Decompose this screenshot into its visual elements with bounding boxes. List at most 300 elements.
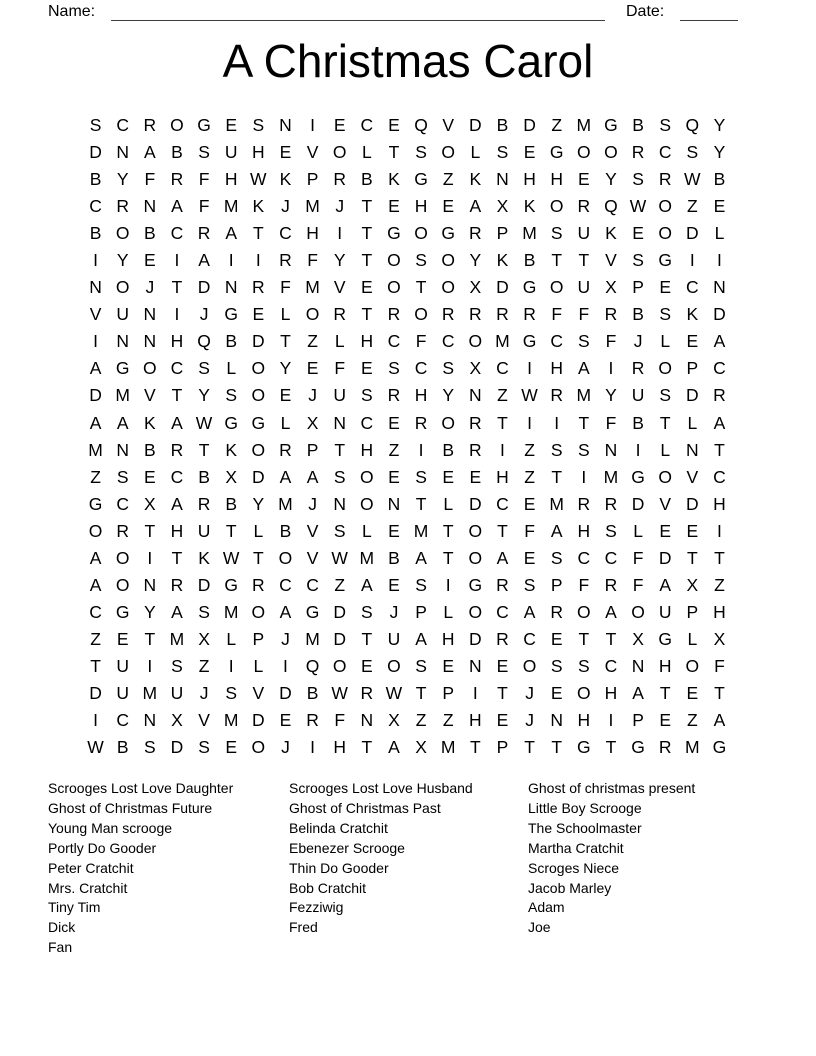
grid-letter: J bbox=[281, 628, 290, 649]
grid-letter: M bbox=[576, 385, 592, 406]
grid-letter: H bbox=[333, 737, 346, 758]
grid-letter: T bbox=[551, 737, 563, 758]
grid-letter: X bbox=[388, 710, 400, 731]
grid-letter: O bbox=[631, 601, 645, 622]
grid-letter: T bbox=[198, 439, 210, 460]
grid-letter: E bbox=[360, 358, 373, 379]
grid-letter: V bbox=[198, 710, 210, 731]
grid-letter: O bbox=[414, 223, 428, 244]
grid-letter: A bbox=[279, 466, 292, 487]
grid-letter: O bbox=[251, 601, 266, 622]
grid-letter: N bbox=[685, 439, 699, 460]
grid-letter: O bbox=[143, 358, 157, 379]
grid-letter: D bbox=[468, 493, 482, 514]
grid-letter: M bbox=[223, 196, 239, 217]
grid-letter: R bbox=[550, 601, 563, 622]
grid-letter: R bbox=[496, 628, 509, 649]
word-list-item: Young Man scrooge bbox=[48, 819, 173, 836]
grid-letter: C bbox=[496, 601, 509, 622]
grid-letter: Z bbox=[388, 439, 400, 460]
grid-letter: N bbox=[143, 331, 157, 352]
grid-letter: H bbox=[468, 710, 482, 731]
grid-letter: L bbox=[253, 655, 264, 676]
grid-letter: Q bbox=[414, 115, 428, 136]
grid-letter: T bbox=[280, 331, 291, 352]
grid-letter: N bbox=[279, 115, 292, 136]
grid-letter: Z bbox=[686, 710, 698, 731]
grid-letter: T bbox=[551, 250, 563, 271]
grid-letter: E bbox=[659, 277, 672, 298]
grid-letter: X bbox=[469, 358, 482, 379]
word-search-grid bbox=[82, 112, 733, 761]
grid-letter: T bbox=[171, 277, 183, 298]
grid-letter: Z bbox=[334, 574, 346, 595]
grid-letter: F bbox=[632, 574, 644, 595]
grid-letter: G bbox=[658, 250, 672, 271]
grid-letter: I bbox=[93, 710, 98, 731]
grid-letter: O bbox=[414, 304, 428, 325]
word-list-column-1 bbox=[48, 779, 289, 958]
grid-letter: J bbox=[633, 331, 643, 352]
grid-letter: C bbox=[279, 223, 292, 244]
grid-letter: R bbox=[713, 385, 726, 406]
grid-letter: N bbox=[143, 710, 157, 731]
grid-letter: N bbox=[387, 493, 401, 514]
grid-letter: L bbox=[687, 628, 698, 649]
grid-letter: G bbox=[712, 737, 727, 758]
grid-letter: R bbox=[441, 304, 455, 325]
grid-letter: Y bbox=[713, 115, 726, 136]
grid-letter: X bbox=[225, 466, 238, 487]
grid-letter: Z bbox=[90, 466, 101, 487]
grid-letter: D bbox=[170, 737, 184, 758]
grid-letter: N bbox=[631, 655, 645, 676]
grid-letter: Z bbox=[90, 628, 101, 649]
date-blank-line bbox=[680, 20, 738, 21]
grid-letter: F bbox=[334, 358, 346, 379]
grid-letter: M bbox=[576, 115, 592, 136]
grid-letter: E bbox=[116, 628, 129, 649]
grid-letter: C bbox=[387, 331, 401, 352]
grid-letter: O bbox=[170, 115, 184, 136]
grid-letter: G bbox=[88, 493, 103, 514]
grid-letter: G bbox=[549, 142, 564, 163]
grid-letter: N bbox=[468, 655, 482, 676]
grid-letter: O bbox=[360, 493, 374, 514]
grid-letter: A bbox=[659, 574, 672, 595]
grid-letter: Y bbox=[198, 385, 210, 406]
word-list-item: Bob Cratchit bbox=[289, 879, 367, 896]
word-list-item: Tiny Tim bbox=[48, 899, 101, 916]
grid-letter: P bbox=[632, 710, 644, 731]
grid-letter: E bbox=[388, 115, 400, 136]
word-list-column-2 bbox=[289, 779, 528, 958]
grid-letter: E bbox=[686, 520, 699, 541]
grid-letter: A bbox=[469, 196, 482, 217]
grid-letter: H bbox=[306, 223, 319, 244]
name-blank-line bbox=[111, 20, 605, 21]
grid-letter: R bbox=[333, 304, 346, 325]
grid-letter: V bbox=[306, 142, 319, 163]
grid-letter: S bbox=[89, 115, 102, 136]
grid-letter: G bbox=[224, 574, 238, 595]
grid-letter: D bbox=[658, 547, 672, 568]
grid-letter: B bbox=[632, 412, 644, 433]
grid-letter: E bbox=[496, 710, 509, 731]
grid-letter: U bbox=[170, 683, 184, 703]
grid-letter: P bbox=[550, 574, 563, 595]
grid-letter: E bbox=[388, 520, 400, 541]
grid-letter: M bbox=[88, 439, 103, 460]
grid-letter: J bbox=[281, 196, 290, 217]
grid-letter: S bbox=[550, 547, 563, 568]
grid-letter: G bbox=[631, 737, 645, 758]
grid-letter: U bbox=[577, 223, 591, 244]
grid-letter: W bbox=[385, 683, 403, 703]
grid-letter: R bbox=[116, 520, 129, 541]
grid-letter: G bbox=[441, 223, 455, 244]
grid-letter: O bbox=[251, 358, 266, 379]
grid-letter: O bbox=[115, 277, 130, 298]
grid-letter: T bbox=[361, 196, 373, 217]
grid-letter: S bbox=[659, 304, 672, 325]
grid-letter: P bbox=[496, 737, 509, 758]
grid-letter: D bbox=[251, 710, 265, 731]
grid-letter: O bbox=[115, 547, 130, 568]
grid-letter: I bbox=[255, 250, 261, 271]
grid-letter: E bbox=[333, 115, 346, 136]
grid-letter: P bbox=[632, 277, 644, 298]
grid-letter: Y bbox=[252, 493, 265, 514]
grid-letter: O bbox=[468, 331, 483, 352]
grid-letter: L bbox=[443, 601, 454, 622]
grid-letter: T bbox=[524, 737, 535, 758]
grid-letter: K bbox=[496, 250, 509, 271]
grid-letter: O bbox=[468, 520, 483, 541]
grid-letter: E bbox=[279, 710, 292, 731]
grid-letter: A bbox=[89, 412, 102, 433]
grid-letter: O bbox=[604, 142, 618, 163]
grid-letter: T bbox=[605, 737, 617, 758]
grid-letter: E bbox=[306, 358, 319, 379]
grid-letter: B bbox=[89, 169, 102, 190]
grid-letter: T bbox=[442, 547, 454, 568]
grid-letter: O bbox=[468, 547, 483, 568]
grid-letter: D bbox=[279, 683, 292, 703]
grid-letter: C bbox=[360, 115, 374, 136]
grid-letter: D bbox=[89, 385, 102, 406]
grid-letter: S bbox=[523, 574, 536, 595]
grid-letter: F bbox=[334, 710, 346, 731]
grid-letter: G bbox=[115, 358, 130, 379]
grid-letter: C bbox=[604, 547, 618, 568]
grid-letter: A bbox=[713, 331, 726, 352]
grid-letter: T bbox=[714, 439, 725, 460]
grid-letter: V bbox=[333, 277, 346, 298]
grid-letter: I bbox=[689, 250, 695, 271]
grid-letter: L bbox=[443, 493, 454, 514]
grid-letter: R bbox=[577, 493, 591, 514]
grid-letter: G bbox=[305, 601, 320, 622]
grid-letter: L bbox=[470, 142, 481, 163]
grid-letter: F bbox=[198, 169, 210, 190]
grid-letter: D bbox=[631, 493, 645, 514]
grid-letter: H bbox=[577, 520, 591, 541]
grid-letter: C bbox=[713, 358, 726, 379]
grid-letter: N bbox=[333, 493, 346, 514]
grid-letter: R bbox=[604, 304, 618, 325]
grid-letter: O bbox=[658, 196, 672, 217]
grid-letter: R bbox=[658, 169, 672, 190]
grid-letter: K bbox=[388, 169, 400, 190]
word-list-item: Ghost of Christmas Future bbox=[48, 799, 213, 816]
word-list-item: Scroges Niece bbox=[528, 859, 620, 876]
grid-letter: T bbox=[415, 277, 427, 298]
grid-letter: E bbox=[659, 710, 672, 731]
grid-letter: R bbox=[414, 412, 428, 433]
word-list-item: Ghost of Christmas Past bbox=[289, 799, 441, 816]
grid-letter: I bbox=[717, 520, 722, 541]
grid-letter: O bbox=[468, 601, 483, 622]
grid-letter: L bbox=[280, 304, 291, 325]
grid-letter: I bbox=[717, 250, 722, 271]
grid-letter: Q bbox=[685, 115, 700, 136]
grid-letter: H bbox=[550, 169, 563, 190]
grid-letter: V bbox=[605, 250, 617, 271]
grid-letter: B bbox=[171, 142, 183, 163]
word-list-item: Peter Cratchit bbox=[48, 859, 134, 876]
grid-letter: R bbox=[468, 412, 482, 433]
word-list-item: Joe bbox=[528, 919, 551, 936]
grid-letter: T bbox=[714, 683, 725, 703]
grid-letter: H bbox=[496, 466, 509, 487]
grid-letter: O bbox=[305, 304, 320, 325]
grid-letter: R bbox=[468, 304, 482, 325]
grid-letter: R bbox=[306, 710, 319, 731]
grid-letter: S bbox=[198, 358, 210, 379]
grid-letter: W bbox=[331, 683, 348, 703]
grid-letter: C bbox=[116, 493, 129, 514]
grid-letter: W bbox=[87, 737, 104, 758]
grid-letter: A bbox=[577, 358, 590, 379]
grid-letter: M bbox=[440, 737, 456, 758]
grid-letter: E bbox=[496, 655, 509, 676]
grid-letter: M bbox=[305, 277, 320, 298]
grid-letter: E bbox=[388, 466, 400, 487]
grid-letter: M bbox=[305, 196, 320, 217]
grid-letter: C bbox=[685, 277, 699, 298]
grid-letter: M bbox=[223, 601, 239, 622]
grid-letter: C bbox=[360, 412, 374, 433]
grid-letter: P bbox=[686, 358, 699, 379]
grid-letter: R bbox=[604, 574, 618, 595]
grid-letter: O bbox=[332, 655, 347, 676]
grid-letter: R bbox=[631, 142, 645, 163]
grid-letter: M bbox=[603, 466, 619, 487]
grid-letter: L bbox=[633, 520, 643, 541]
word-list-item: Scrooges Lost Love Husband bbox=[289, 780, 473, 796]
grid-letter: U bbox=[116, 683, 129, 703]
grid-letter: S bbox=[333, 520, 346, 541]
grid-letter: H bbox=[360, 331, 374, 352]
grid-letter: B bbox=[523, 250, 536, 271]
grid-letter: E bbox=[577, 169, 590, 190]
grid-letter: L bbox=[714, 223, 725, 244]
grid-letter: C bbox=[89, 601, 102, 622]
word-list-item: Fred bbox=[289, 919, 318, 936]
grid-letter: Q bbox=[305, 655, 320, 676]
grid-letter: I bbox=[147, 547, 153, 568]
grid-letter: U bbox=[387, 628, 401, 649]
grid-letter: S bbox=[686, 142, 699, 163]
grid-letter: K bbox=[143, 412, 156, 433]
grid-letter: C bbox=[441, 331, 455, 352]
grid-letter: H bbox=[604, 683, 618, 703]
grid-letter: S bbox=[550, 439, 563, 460]
grid-letter: C bbox=[496, 493, 509, 514]
grid-letter: H bbox=[523, 169, 536, 190]
grid-letter: K bbox=[198, 547, 210, 568]
grid-letter: G bbox=[387, 223, 401, 244]
grid-letter: A bbox=[171, 412, 183, 433]
grid-letter: X bbox=[306, 412, 319, 433]
grid-letter: O bbox=[549, 277, 564, 298]
grid-letter: Z bbox=[198, 655, 210, 676]
grid-letter: T bbox=[252, 223, 264, 244]
word-list-item: Martha Cratchit bbox=[528, 839, 624, 856]
grid-letter: E bbox=[713, 196, 726, 217]
grid-letter: T bbox=[388, 142, 400, 163]
word-list-item: Belinda Cratchit bbox=[289, 819, 388, 836]
grid-letter: P bbox=[496, 223, 509, 244]
grid-letter: O bbox=[251, 737, 266, 758]
grid-letter: A bbox=[632, 683, 644, 703]
grid-letter: R bbox=[360, 683, 374, 703]
grid-letter: W bbox=[250, 169, 267, 190]
grid-letter: E bbox=[143, 466, 156, 487]
grid-letter: S bbox=[415, 574, 427, 595]
grid-letter: O bbox=[360, 466, 374, 487]
grid-letter: S bbox=[360, 601, 373, 622]
grid-letter: J bbox=[145, 277, 155, 298]
grid-letter: R bbox=[387, 385, 401, 406]
grid-letter: V bbox=[306, 520, 319, 541]
grid-letter: V bbox=[686, 466, 699, 487]
grid-letter: R bbox=[604, 493, 618, 514]
grid-letter: B bbox=[442, 439, 455, 460]
grid-letter: T bbox=[497, 520, 508, 541]
grid-letter: F bbox=[280, 277, 291, 298]
grid-letter: R bbox=[197, 493, 211, 514]
grid-letter: B bbox=[225, 493, 238, 514]
grid-letter: I bbox=[581, 466, 587, 487]
grid-letter: W bbox=[331, 547, 348, 568]
grid-letter: C bbox=[577, 547, 591, 568]
grid-letter: O bbox=[441, 250, 455, 271]
grid-letter: R bbox=[387, 304, 401, 325]
grid-letter: X bbox=[632, 628, 644, 649]
grid-letter: T bbox=[714, 547, 725, 568]
grid-letter: G bbox=[631, 466, 645, 487]
grid-letter: Q bbox=[604, 196, 618, 217]
word-list-item: Little Boy Scrooge bbox=[528, 799, 642, 816]
grid-letter: G bbox=[414, 169, 428, 190]
grid-letter: A bbox=[713, 710, 726, 731]
grid-letter: B bbox=[143, 223, 156, 244]
grid-letter: F bbox=[198, 196, 210, 217]
grid-letter: T bbox=[361, 250, 373, 271]
grid-letter: R bbox=[658, 737, 672, 758]
header bbox=[48, 0, 742, 26]
grid-letter: D bbox=[523, 115, 536, 136]
grid-letter: J bbox=[525, 710, 534, 731]
grid-letter: O bbox=[387, 250, 401, 271]
grid-letter: I bbox=[93, 331, 98, 352]
word-list-item: Mrs. Cratchit bbox=[48, 879, 128, 896]
grid-letter: Y bbox=[713, 142, 726, 163]
grid-letter: A bbox=[713, 412, 726, 433]
grid-letter: V bbox=[659, 493, 672, 514]
grid-letter: C bbox=[170, 358, 184, 379]
grid-letter: T bbox=[252, 547, 264, 568]
grid-letter: I bbox=[527, 412, 532, 433]
grid-letter: J bbox=[525, 683, 534, 703]
grid-letter: T bbox=[442, 520, 454, 541]
grid-letter: S bbox=[116, 466, 129, 487]
date-label: Date: bbox=[626, 3, 665, 20]
grid-letter: I bbox=[93, 250, 98, 271]
grid-letter: A bbox=[89, 547, 102, 568]
grid-letter: T bbox=[361, 737, 373, 758]
grid-letter: S bbox=[659, 115, 672, 136]
grid-letter: R bbox=[577, 196, 591, 217]
grid-letter: E bbox=[252, 304, 265, 325]
grid-letter: A bbox=[116, 412, 129, 433]
grid-letter: I bbox=[310, 115, 315, 136]
grid-letter: N bbox=[550, 710, 563, 731]
grid-letter: T bbox=[90, 655, 101, 676]
grid-letter: L bbox=[361, 142, 372, 163]
grid-letter: B bbox=[89, 223, 102, 244]
word-list-item: Portly Do Gooder bbox=[48, 839, 157, 856]
grid-letter: R bbox=[251, 277, 265, 298]
grid-letter: N bbox=[89, 277, 102, 298]
grid-letter: M bbox=[685, 737, 700, 758]
grid-letter: A bbox=[605, 601, 617, 622]
grid-letter: H bbox=[170, 520, 184, 541]
grid-letter: K bbox=[686, 304, 699, 325]
grid-letter: X bbox=[198, 628, 210, 649]
grid-letter: Z bbox=[686, 196, 698, 217]
grid-letter: C bbox=[116, 710, 129, 731]
grid-letter: O bbox=[685, 655, 700, 676]
word-list-item: Fan bbox=[48, 939, 73, 956]
grid-letter: J bbox=[308, 493, 317, 514]
grid-letter: R bbox=[333, 169, 346, 190]
grid-letter: U bbox=[116, 304, 129, 325]
grid-letter: T bbox=[171, 547, 183, 568]
grid-letter: S bbox=[198, 601, 210, 622]
word-list bbox=[48, 779, 788, 958]
grid-letter: A bbox=[523, 601, 536, 622]
grid-letter: A bbox=[496, 547, 509, 568]
grid-letter: D bbox=[197, 277, 211, 298]
grid-letter: L bbox=[226, 358, 237, 379]
grid-letter: Z bbox=[442, 169, 454, 190]
grid-letter: I bbox=[527, 358, 532, 379]
grid-letter: P bbox=[306, 169, 319, 190]
grid-letter: E bbox=[686, 331, 699, 352]
